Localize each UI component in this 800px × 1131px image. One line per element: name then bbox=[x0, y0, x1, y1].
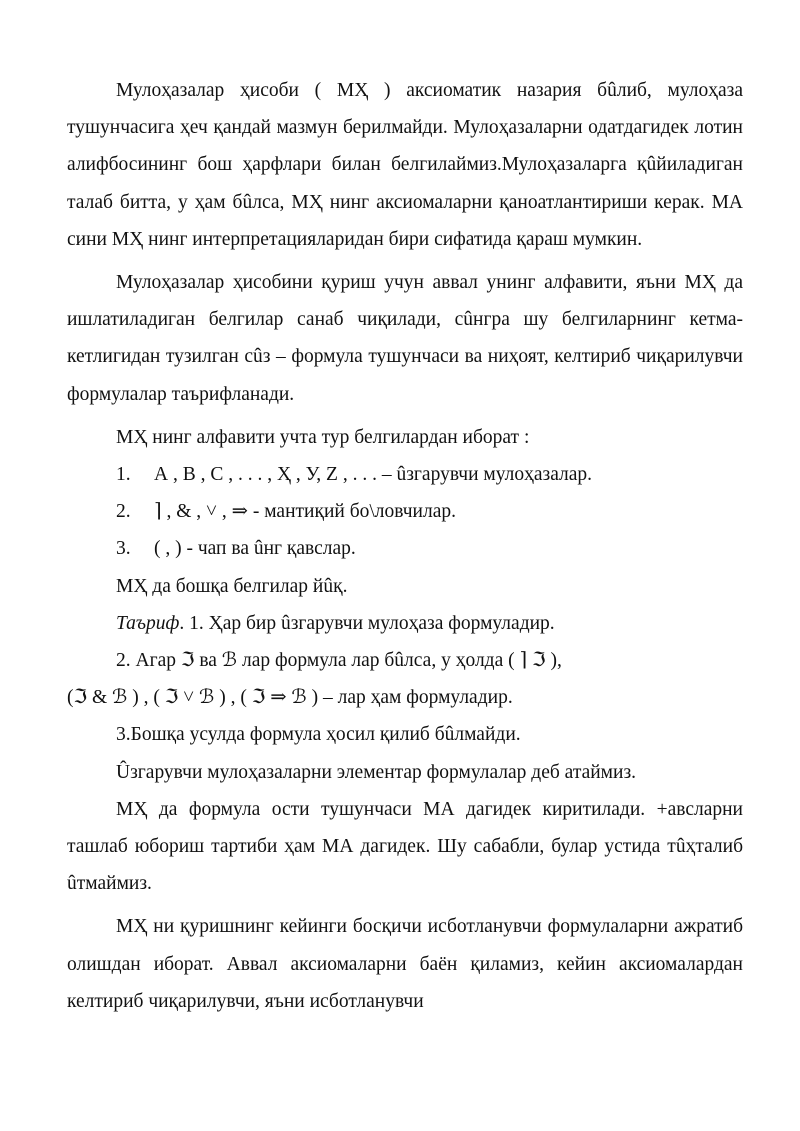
list-text: ( , ) - чап ва ûнг қавслар. bbox=[154, 538, 356, 560]
definition-text-1: . 1. Ҳар бир ûзгарувчи мулоҳаза формуладир. bbox=[179, 612, 555, 634]
definition-line-3: 3.Бошқа усулда формула ҳосил қилиб бûлмайди. bbox=[116, 724, 521, 746]
paragraph-no-other-symbols: МҲ да бошқа белгилар йûқ. bbox=[116, 575, 348, 597]
paragraph-elementary-formulas: Ûзгарувчи мулоҳазаларни элементар формулалар деб атаймиз. bbox=[116, 761, 637, 783]
definition-line-2: 2. Агар ℑ ва ℬ лар формула лар бûлса, у ҳолда ( ⌉ ℑ ), bbox=[116, 650, 562, 672]
list-text: ⌉ , & , ˅ , ⇒ - мантиқий бо\ловчилар. bbox=[154, 501, 456, 523]
paragraph-alphabet-types: МҲ нинг алфавити учта тур белгилардан иборат : bbox=[116, 426, 530, 448]
definition-label: Таъриф bbox=[116, 612, 180, 634]
list-item-1 bbox=[116, 456, 743, 493]
definition-line-1 bbox=[116, 605, 743, 642]
paragraph-subformula: МҲ да формула ости тушунчаси МА дагидек киритилади. +авсларни ташлаб юбориш тартиби ҳам МА дагидек. Шу сабабли, булар устида тûҳталиб ûтмаймиз. bbox=[67, 798, 743, 895]
list-number: 1. bbox=[116, 464, 131, 486]
paragraph-intro: Мулоҳазалар ҳисоби ( МҲ ) аксиоматик назария бûлиб, мулоҳаза тушунчасига ҳеч қандай мазмун берилмайди. Мулоҳазаларни одатдагидек лотин алифбосининг бош ҳарфлари билан белгилаймиз.Мулоҳазаларга қûйиладиган талаб битта, у ҳам бûлса, МҲ нинг аксиомаларни қаноатлантириши керак. МА сини МҲ нинг интерпретацияларидан бири сифатида қараш мумкин. bbox=[67, 80, 743, 250]
list-number: 3. bbox=[116, 538, 131, 560]
paragraph-alphabet-intro: Мулоҳазалар ҳисобини қуриш учун аввал унинг алфавити, яъни МҲ да ишлатиладиган белгилар санаб чиқилади, сûнгра шу белгиларнинг кетма-кетлигидан тузилган сûз – формула тушунчаси ва ниҳоят, келтириб чиқарилувчи формулалар таърифланади. bbox=[67, 272, 743, 405]
definition-line-2b: (ℑ & ℬ ) , ( ℑ ˅ ℬ ) , ( ℑ ⇒ ℬ ) – лар ҳам формуладир. bbox=[67, 687, 513, 709]
paragraph-next-stage: МҲ ни қуришнинг кейинги босқичи исботланувчи формулаларни ажратиб олишдан иборат. Аввал аксиомаларни баён қиламиз, кейин аксиомалардан келтириб чиқарилувчи, яъни исботланувчи bbox=[67, 916, 743, 1012]
list-text: А , В , С , . . . , Ҳ , У, Z , . . . – ûзгарувчи мулоҳазалар. bbox=[154, 464, 593, 486]
list-item-3 bbox=[116, 530, 743, 567]
list-number: 2. bbox=[116, 501, 131, 523]
list-item-2 bbox=[116, 493, 743, 530]
